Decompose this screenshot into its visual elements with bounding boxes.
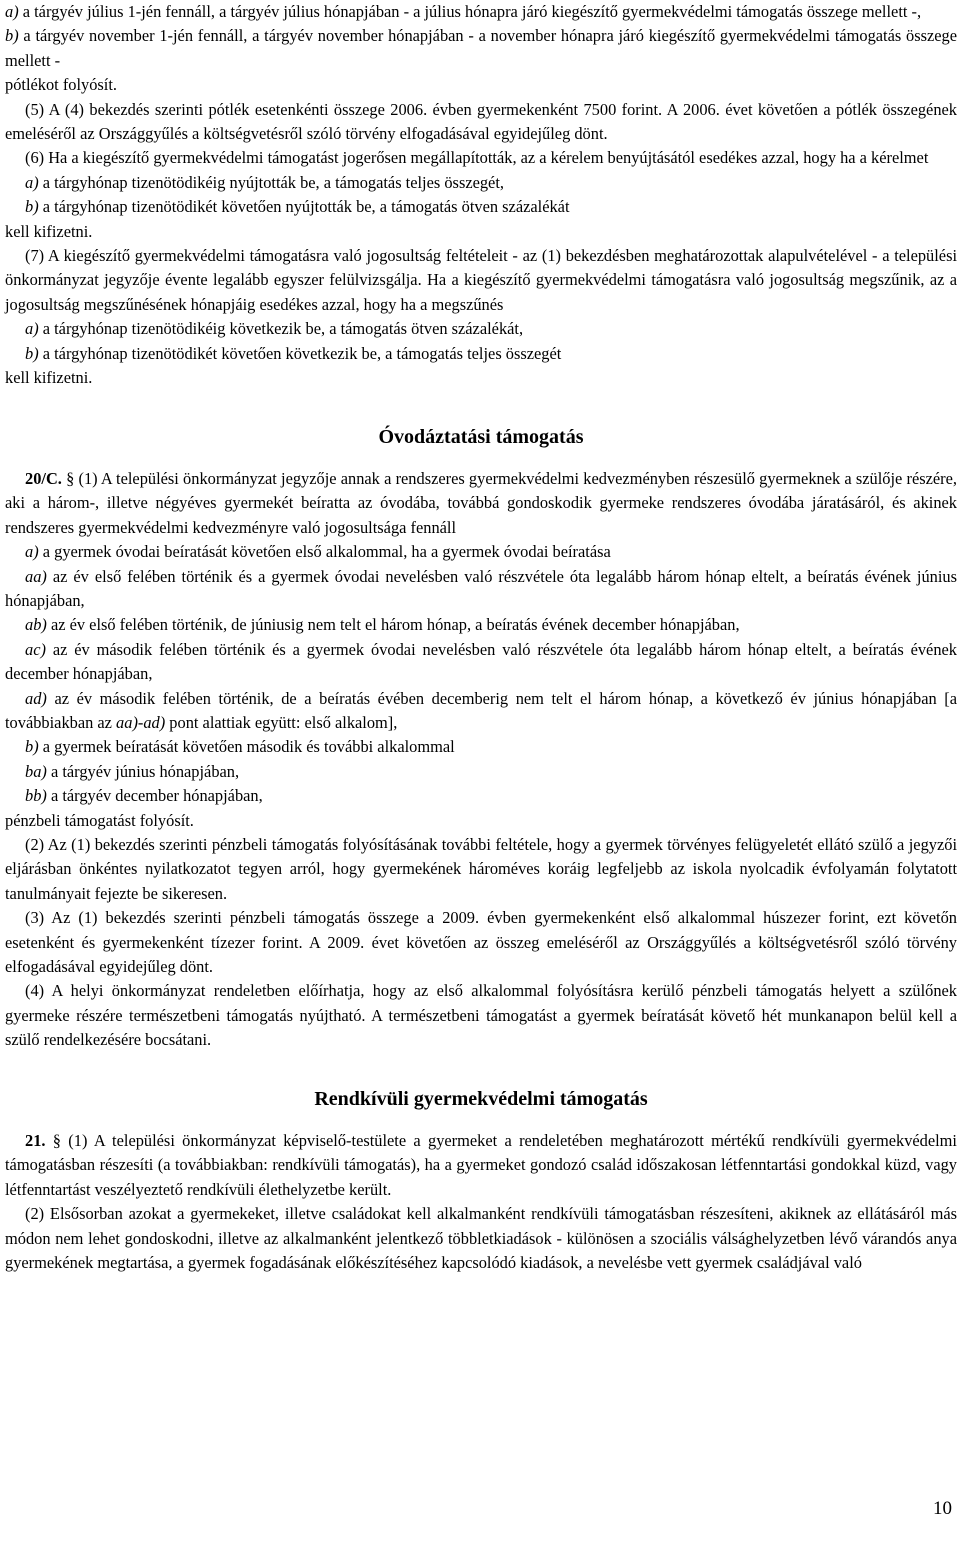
point-text: az év második felében történik és a gyermek óvodai nevelésben való részvétele óta legalább három hónap eltelt, a beíratás évének december hónapjában,: [5, 639, 957, 684]
section-20c-ad: [5, 687, 957, 736]
point-label: ac): [25, 639, 46, 659]
point-label: a): [5, 2, 19, 21]
section-number: 21.: [25, 1131, 46, 1151]
point-label: a): [25, 172, 39, 192]
point-label: ab): [25, 615, 47, 635]
paragraph-5: (5) A (4) bekezdés szerinti pótlék esetenkénti összege 2006. évben gyermekenként 7500 forint. A 2006. évet követően a pótlék összegének emeléséről az Országgyűlés a költségvetésről szóló törvény elfogadásával egyidejűleg dönt.: [5, 99, 957, 144]
point-text: a tárgyév július 1-jén fennáll, a tárgyév július hónapjában - a július hónapra járó kiegészítő gyermekvédelmi támogatás összege mellett -,: [18, 2, 922, 21]
point-label: b): [5, 26, 19, 46]
point-label: bb): [25, 786, 47, 806]
paragraph-7-b: [5, 342, 957, 366]
page-number: 10: [933, 1498, 952, 1519]
paragraph-6-a: [5, 171, 957, 195]
section-heading-ovodaztatasi: Óvodáztatási támogatás: [378, 425, 584, 448]
paragraph-7-a: [5, 317, 957, 341]
point-label: aa): [25, 566, 47, 586]
point-label: b): [25, 197, 39, 217]
point-b-line: [5, 24, 957, 73]
point-text: a tárgyév december hónapjában,: [46, 786, 263, 806]
section-20c-paragraph-2: (2) Az (1) bekezdés szerinti pénzbeli támogatás folyósításának további feltétele, hogy a gyermek törvényes felügyeletét ellátó szülő a jegyzői eljárásban önkéntes nyilatkozatot tegyen arról, hogy gyermekének hároméves koráig legfeljebb az iskola nyolcadik évfolyamán folytatott tanulmányait fejezte be sikeresen.: [5, 835, 957, 903]
point-text: az év első felében történik, de júniusig nem telt el három hónap, a beíratás évének december hónapjában,: [46, 615, 740, 635]
point-text: a tárgyév november 1-jén fennáll, a tárgyév november hónapjában - a november hónapra járó kiegészítő gyermekvédelmi támogatás összege mellett -: [5, 26, 957, 70]
section-20c-aa: [5, 565, 957, 614]
point-label: ba): [25, 761, 47, 781]
point-text: a tárgyhónap tizenötödikéig nyújtották be, a támogatás teljes összegét,: [38, 172, 504, 192]
point-label: ad): [25, 688, 47, 708]
point-text: a tárgyhónap tizenötödikét követően következik be, a támogatás teljes összegét: [38, 343, 562, 363]
point-text-end: pont alattiak együtt: első alkalom],: [165, 712, 398, 732]
paragraph-7-end: kell kifizetni.: [5, 368, 93, 388]
section-20c-a: [5, 540, 957, 564]
point-label: b): [25, 343, 39, 363]
section-20c-ac: [5, 638, 957, 687]
point-label: b): [25, 737, 39, 757]
point-a-line: [5, 0, 957, 24]
section-number: 20/C.: [25, 468, 62, 488]
section-heading-rendkivuli: Rendkívüli gyermekvédelmi támogatás: [314, 1087, 648, 1110]
closing-line: pótlékot folyósít.: [5, 75, 117, 95]
section-20c-ab: [5, 613, 957, 637]
point-text: a gyermek beíratását követően második és további alkalommal: [38, 737, 455, 757]
point-text: a tárgyhónap tizenötödikét követően nyújtották be, a támogatás ötven százalékát: [38, 197, 570, 217]
point-text: a tárgyév június hónapjában,: [46, 761, 240, 781]
section-20c-b: [5, 735, 957, 759]
paragraph-6-b: [5, 195, 957, 219]
point-label: a): [25, 542, 39, 562]
point-label: a): [25, 319, 39, 339]
section-text: § (1) A települési önkormányzat jegyzője annak a rendszeres gyermekvédelmi kedvezményben részesülő gyermeknek a szülője részére, aki a három-, illetve négyéves gyermekét beíratta az óvodába, továbbá gondoskodik gyermeke rendszeres óvodába járatásáról, és akinek rendszeres gyermekvédelmi kedvezményre való jogosultsága fennáll: [5, 468, 957, 537]
document-page: [5, 0, 957, 1276]
paragraph-7-intro: (7) A kiegészítő gyermekvédelmi támogatásra való jogosultság feltételeit - az (1) bekezdésben meghatározottak alapulvételével - a települési önkormányzat jegyzője évente legalább egyszer felülvizsgálja. Ha a kiegészítő gyermekvédelmi támogatásra való jogosultság megszűnik, az a jogosultság megszűnésének hónapjáig esedékes azzal, hogy ha a megszűnés: [5, 246, 957, 314]
section-20c-intro: [5, 467, 957, 540]
point-text: a gyermek óvodai beíratását követően első alkalommal, ha a gyermek óvodai beíratása: [38, 542, 611, 562]
paragraph-6-intro: (6) Ha a kiegészítő gyermekvédelmi támogatást jogerősen megállapították, az a kérelem benyújtásától esedékes azzal, hogy ha a kérelmet: [25, 148, 929, 168]
point-text: a tárgyhónap tizenötödikéig következik be, a támogatás ötven százalékát,: [38, 319, 524, 339]
point-text: az év második felében történik, de a beíratás évében decemberig nem telt el három hónap, a következő év június hónapjában [a továbbiakban az: [5, 688, 957, 732]
point-reference: aa)-ad): [116, 712, 166, 732]
section-21-paragraph-1: [5, 1129, 957, 1202]
section-20c-ba: [5, 760, 957, 784]
section-20c-end: pénzbeli támogatást folyósít.: [5, 810, 194, 830]
paragraph-6-end: kell kifizetni.: [5, 221, 93, 241]
section-text: § (1) A települési önkormányzat képviselő-testülete a gyermeket a rendeletében meghatározott mértékű rendkívüli gyermekvédelmi támogatásban részesíti (a továbbiakban: rendkívüli támogatás), ha a gyermeket gondozó család időszakosan létfenntartási gondokkal küzd, vagy létfenntartást veszélyeztető rendkívüli élethelyzetbe került.: [5, 1131, 957, 1199]
section-20c-paragraph-3: (3) Az (1) bekezdés szerinti pénzbeli támogatás összege a 2009. évben gyermekenként első alkalommal húszezer forint, ezt követőn esetenként és gyermekenként tízezer forint. A 2009. évet követően az összeg emeléséről az Országgyűlés a költségvetésről szóló törvény elfogadásával egyidejűleg dönt.: [5, 908, 957, 977]
section-20c-bb: [5, 784, 957, 808]
point-text: az év első felében történik és a gyermek óvodai nevelésben való részvétele óta legalább három hónap eltelt, a beíratás évének június hónapjában,: [5, 566, 957, 610]
section-21-paragraph-2: (2) Elsősorban azokat a gyermekeket, illetve családokat kell alkalmanként rendkívüli támogatásban részesíteni, akiknek az ellátásáról más módon nem lehet gondoskodni, illetve az alkalmanként jelentkező többletkiadások - különösen a szociális válsághelyzetben lévő várandós anya gyermekének megtartása, a gyermek fogadásának előkészítéséhez kapcsolódó kiadások, a nevelésbe vett gyermek családjával való: [5, 1204, 957, 1273]
section-20c-paragraph-4: (4) A helyi önkormányzat rendeletben előírhatja, hogy az első alkalommal folyósításra kerülő pénzbeli támogatás helyett a szülőnek gyermeke részére természetbeni támogatás nyújtható. A természetbeni támogatást a gyermek beíratását követő hét munkanapon belül kell a szülő rendelkezésére bocsátani.: [5, 981, 957, 1050]
